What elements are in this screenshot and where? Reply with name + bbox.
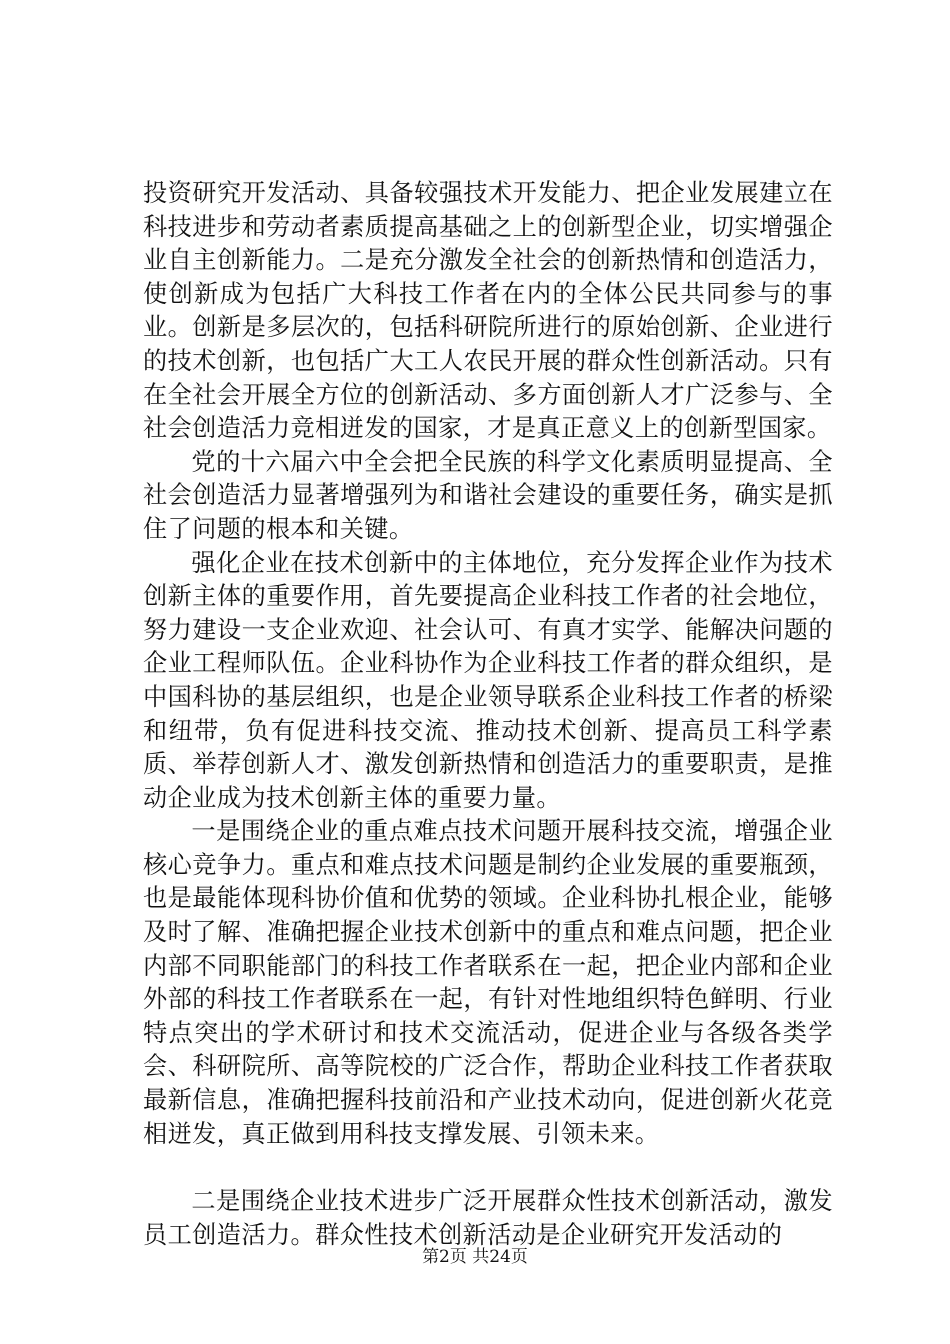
paragraph-2: 党的十六届六中全会把全民族的科学文化素质明显提高、全社会创造活力显著增强列为和谐社会建设的重要任务，确实是抓住了问题的根本和关键。 — [143, 447, 833, 543]
page-number-footer: 第2页 共24页 — [422, 1247, 528, 1267]
paragraph-5: 二是围绕企业技术进步广泛开展群众性技术创新活动，激发员工创造活力。群众性技术创新活动是企业研究开发活动的 — [143, 1187, 833, 1249]
paragraph-3: 强化企业在技术创新中的主体地位，充分发挥企业作为技术创新主体的重要作用，首先要提高企业科技工作者的社会地位，努力建设一支企业欢迎、社会认可、有真才实学、能解决问题的企业工程师队伍。企业科协作为企业科技工作者的群众组织，是中国科协的基层组织，也是企业领导联系企业科技工作者的桥梁和纽带，负有促进科技交流、推动技术创新、提高员工科学素质、举荐创新人才、激发创新热情和创造活力的重要职责，是推动企业成为技术创新主体的重要力量。 — [143, 548, 833, 812]
document-body — [143, 177, 833, 1252]
paragraph-4: 一是围绕企业的重点难点技术问题开展科技交流，增强企业核心竞争力。重点和难点技术问题是制约企业发展的重要瓶颈，也是最能体现科协价值和优势的领域。企业科协扎根企业，能够及时了解、准确把握企业技术创新中的重点和难点问题，把企业内部不同职能部门的科技工作者联系在一起，把企业内部和企业外部的科技工作者联系在一起，有针对性地组织特色鲜明、行业特点突出的学术研讨和技术交流活动，促进企业与各级各类学会、科研院所、高等院校的广泛合作，帮助企业科技工作者获取最新信息，准确把握科技前沿和产业技术动向，促进创新火花竞相迸发，真正做到用科技支撑发展、引领未来。 — [143, 817, 833, 1148]
paragraph-1: 投资研究开发活动、具备较强技术开发能力、把企业发展建立在科技进步和劳动者素质提高基础之上的创新型企业，切实增强企业自主创新能力。二是充分激发全社会的创新热情和创造活力，使创新成为包括广大科技工作者在内的全体公民共同参与的事业。创新是多层次的，包括科研院所进行的原始创新、企业进行的技术创新，也包括广大工人农民开展的群众性创新活动。只有在全社会开展全方位的创新活动、多方面创新人才广泛参与、全社会创造活力竞相迸发的国家，才是真正意义上的创新型国家。 — [143, 179, 833, 443]
